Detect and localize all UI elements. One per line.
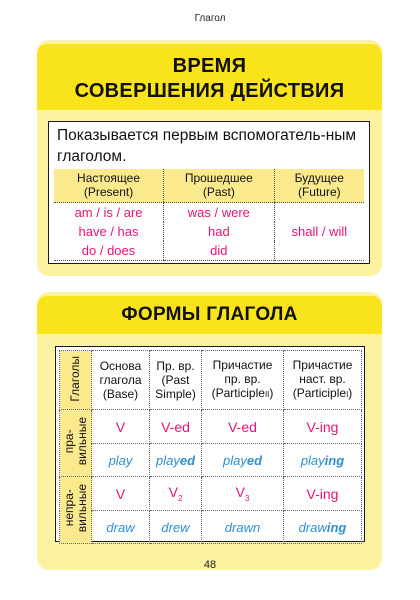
past-aux-3: did [164, 241, 275, 261]
present-aux-3: do / does [54, 241, 164, 261]
header-base: Основа глагола (Base) [92, 351, 150, 410]
irregular-example-base: draw [92, 511, 150, 544]
corner-cell: Глаголы [60, 351, 92, 410]
col-present-header: Настоящее (Present) [54, 169, 164, 203]
regular-example-base: play [92, 444, 150, 477]
forms-table [59, 350, 362, 544]
page-header: Глагол [194, 13, 226, 24]
regular-pattern-p1: V-ing [284, 410, 362, 444]
past-aux-2: had [164, 222, 275, 241]
present-aux-2: have / has [78, 224, 139, 239]
irregular-example-past: drew [150, 511, 202, 544]
regular-example-past: played [150, 444, 202, 477]
tense-title [37, 44, 382, 110]
col-future-header: Будущее (Future) [274, 169, 364, 203]
irregular-example-p2: drawn [202, 511, 284, 544]
irregular-pattern-p1: V-ing [284, 477, 362, 511]
irregular-label: непра- вильные [60, 477, 92, 544]
tense-title-line2: СОВЕРШЕНИЯ ДЕЙСТВИЯ [74, 80, 345, 102]
tense-intro: Показывается первым вспомогатель-ным глаголом. [57, 127, 357, 165]
irregular-pattern-past: $V_2$ [150, 477, 202, 511]
tense-table [54, 169, 364, 261]
irregular-pattern-p2: $V_3$ [202, 477, 284, 511]
header-participle-2: Причастие пр. вр. (ParticipleII) [202, 351, 284, 410]
regular-example-p2: played [202, 444, 284, 477]
regular-label: пра- вильные [60, 410, 92, 477]
tense-title-line1: ВРЕМЯ [172, 55, 247, 77]
page-number: 48 [203, 559, 217, 571]
forms-title: ФОРМЫ ГЛАГОЛА [37, 296, 382, 334]
regular-pattern-base: V [92, 410, 150, 444]
past-aux-1: was / were [164, 203, 275, 223]
irregular-example-p1: drawing [284, 511, 362, 544]
forms-card [55, 346, 365, 542]
future-aux: shall / will [274, 203, 364, 261]
tense-card [48, 121, 370, 264]
header-participle-1: Причастие наст. вр. (ParticipleI) [284, 351, 362, 410]
header-past-simple: Пр. вр. (Past Simple) [150, 351, 202, 410]
irregular-pattern-base: V [92, 477, 150, 511]
regular-pattern-p2: V-ed [202, 410, 284, 444]
regular-pattern-past: V-ed [150, 410, 202, 444]
regular-example-p1: playing [284, 444, 362, 477]
present-aux-1: am / is / are [74, 205, 143, 220]
col-past-header: Прошедшее (Past) [164, 169, 275, 203]
